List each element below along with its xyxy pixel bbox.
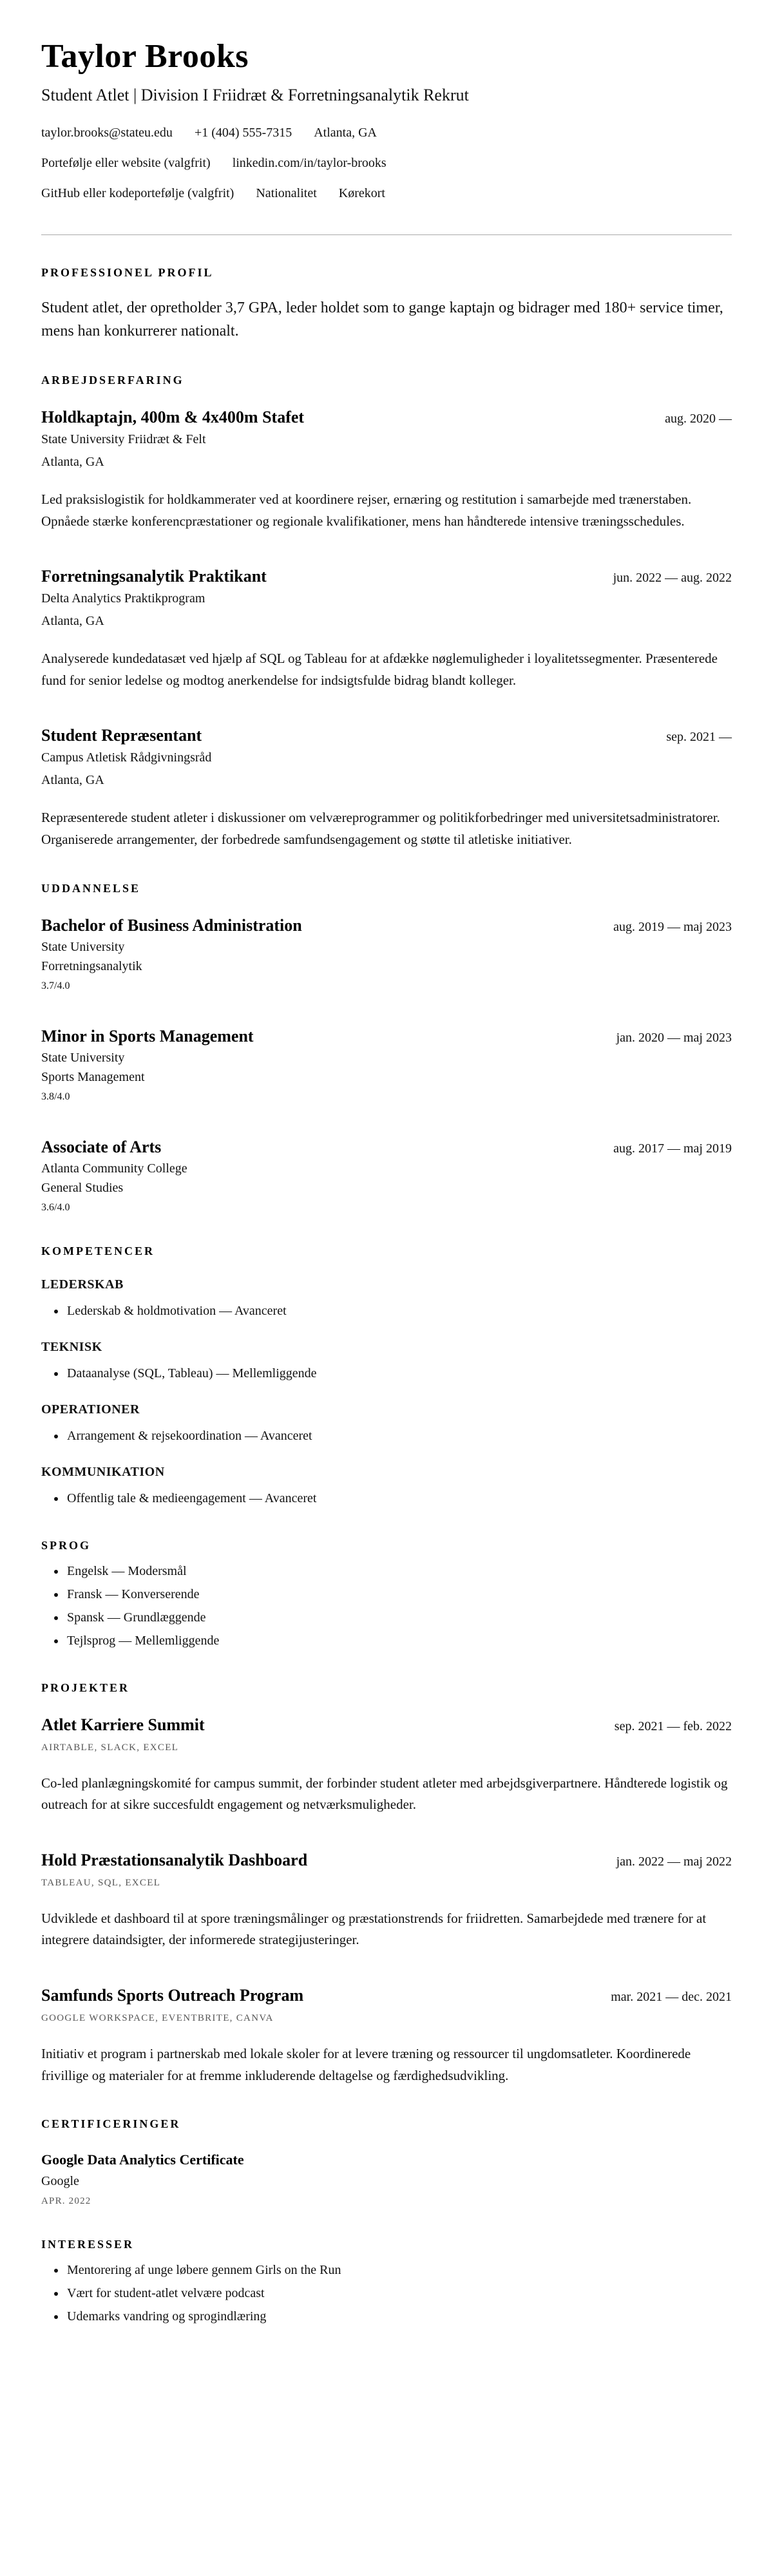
degree-title: Bachelor of Business Administration [41,915,302,935]
education-item [41,1138,732,1214]
project-title-row [41,1986,732,2005]
skill-item: • Offentlig tale & medieengagement — Avanceret [66,1489,732,1508]
skill-group [41,1340,732,1383]
certifications-section-heading: CERTIFICERINGER [41,2117,181,2131]
experience-item [41,408,732,532]
project-title: Atlet Karriere Summit [41,1715,205,1734]
contact-row-1 [41,126,732,140]
project-item [41,1715,732,1816]
job-description: Analyserede kundedatasæt ved hjælp af SQL og Tableau for at afdække nøglemuligheder i loyalitetssegmenter. Præsenterede fund for senior ledelse og modtog anerkendelse for indsigtsfulde bidrag blandt kolleger. [41,651,718,688]
drivers-license-label: Kørekort [338,186,385,200]
skill-list [41,1426,732,1445]
education-title-row [41,916,732,935]
candidate-name: Taylor Brooks [41,38,249,75]
profile-summary: Student atlet, der opretholder 3,7 GPA, leder holdet som to gange kaptajn og bidrager med 180+ service timer, mens han konkurrerer nationalt. [41,300,723,339]
certification-date: APR. 2022 [41,2196,91,2207]
field-of-study: General Studies [41,1180,124,1195]
gpa-value: 3.7/4.0 [41,980,70,991]
date-range: jun. 2022 — aug. 2022 [613,571,732,586]
skill-group [41,1465,732,1508]
date-range: jan. 2022 — maj 2022 [616,1854,732,1869]
field-of-study: Sports Management [41,1069,145,1084]
section-projects [41,1681,732,2087]
field-of-study: Forretningsanalytik [41,959,142,973]
organization: Delta Analytics Praktikprogram [41,591,205,606]
skill-group-name: KOMMUNIKATION [41,1464,165,1479]
degree-title: Minor in Sports Management [41,1026,254,1045]
organization: Campus Atletisk Rådgivningsråd [41,750,212,765]
organization: State University Friidræt & Felt [41,432,206,446]
job-description: Repræsenterede student atleter i diskussioner om velværeprogrammer og politikforbedringer med universitetsadministratorer. Organiserede arrangementer, der forbedrede samfundsengagement og støtte til atletiske initiativer. [41,810,720,847]
gpa-value: 3.6/4.0 [41,1201,70,1213]
job-location: Atlanta, GA [41,614,104,629]
date-range: aug. 2017 — maj 2019 [613,1141,732,1156]
education-item [41,1027,732,1103]
section-profile [41,266,732,343]
job-title: Holdkaptajn, 400m & 4x400m Stafet [41,408,305,426]
skill-group-name: LEDERSKAB [41,1277,124,1292]
resume-header [41,37,732,201]
skill-group [41,1277,732,1321]
education-title-row [41,1027,732,1046]
experience-section-heading: ARBEJDSERFARING [41,374,184,386]
job-title: Student Repræsentant [41,726,202,745]
experience-title-row [41,567,732,586]
header-divider [41,234,732,235]
project-item [41,1851,732,1951]
contact-row-3 [41,186,732,201]
skill-group [41,1402,732,1445]
project-description: Udviklede et dashboard til at spore træningsmålinger og præstationstrends for friidretten. Samarbejdede med trænere for at integrere dataindsigter, der informerede strategijusteringer. [41,1910,707,1948]
job-location: Atlanta, GA [41,455,104,469]
job-title: Forretningsanalytik Praktikant [41,567,267,586]
location-text: Atlanta, GA [314,126,377,140]
education-title-row [41,1138,732,1157]
project-title-row [41,1851,732,1870]
project-item [41,1986,732,2086]
date-range: aug. 2019 — maj 2023 [613,919,732,934]
github-placeholder-text: GitHub eller kodeportefølje (valgfrit) [41,186,234,200]
date-range: sep. 2021 — feb. 2022 [614,1719,732,1733]
experience-title-row [41,726,732,745]
section-certifications [41,2117,732,2207]
experience-title-row [41,408,732,427]
project-tech-stack: TABLEAU, SQL, EXCEL [41,1877,161,1888]
degree-title: Associate of Arts [41,1137,162,1156]
interest-item: • Mentorering af unge løbere gennem Girls on the Run [66,2260,732,2280]
project-title: Samfunds Sports Outreach Program [41,1985,304,2005]
skills-section-heading: KOMPETENCER [41,1244,155,1257]
skill-list [41,1301,732,1321]
language-item: • Fransk — Konverserende [66,1585,732,1604]
date-range: mar. 2021 — dec. 2021 [611,1989,732,2004]
project-description: Co-led planlægningskomité for campus summit, der forbinder student atleter med arbejdsgiverpartnere. Håndterede logistik og outreach for at sikre succesfuldt engagement og netværksmuligheder. [41,1775,728,1813]
date-range: aug. 2020 — [665,412,732,426]
skill-item: • Lederskab & holdmotivation — Avanceret [66,1301,732,1321]
languages-section-heading: SPROG [41,1538,91,1552]
date-range: jan. 2020 — maj 2023 [616,1030,732,1045]
school-name: Atlanta Community College [41,1161,187,1176]
interest-item: • Udemarks vandring og sprogindlæring [66,2307,732,2326]
headline: Student Atlet | Division I Friidræt & Forretningsanalytik Rekrut [41,86,469,104]
school-name: State University [41,1050,125,1065]
certification-item [41,2151,732,2207]
interest-item: • Vært for student-atlet velvære podcast [66,2284,732,2303]
interests-section-heading: INTERESSER [41,2238,135,2251]
language-item: • Tejlsprog — Mellemliggende [66,1631,732,1650]
project-tech-stack: AIRTABLE, SLACK, EXCEL [41,1742,179,1753]
experience-item [41,726,732,850]
nationality-label: Nationalitet [256,186,317,200]
language-list [41,1561,732,1650]
skill-group-name: OPERATIONER [41,1402,140,1417]
skill-list [41,1489,732,1508]
experience-item [41,567,732,691]
job-location: Atlanta, GA [41,773,104,788]
website-placeholder-text: Portefølje eller website (valgfrit) [41,156,211,170]
project-title: Hold Præstationsanalytik Dashboard [41,1850,308,1869]
contact-row-2 [41,156,732,171]
section-interests [41,2238,732,2326]
certification-issuer: Google [41,2174,79,2189]
skill-group-name: TEKNISK [41,1339,102,1354]
skill-item: • Arrangement & rejsekoordination — Avanceret [66,1426,732,1445]
job-description: Led praksislogistik for holdkammerater ved at koordinere rejser, ernæring og restitution i samarbejde med trænerstaben. Opnåede stærke konferencpræstationer og regionale kvalifikationer, mens han håndterede intensive træningsschedules. [41,491,692,529]
section-languages [41,1539,732,1650]
skill-item: • Dataanalyse (SQL, Tableau) — Mellemliggende [66,1364,732,1383]
language-item: • Spansk — Grundlæggende [66,1608,732,1627]
project-tech-stack: GOOGLE WORKSPACE, EVENTBRITE, CANVA [41,2012,274,2023]
linkedin-text: linkedin.com/in/taylor-brooks [232,156,386,170]
projects-section-heading: PROJEKTER [41,1681,130,1694]
skill-list [41,1364,732,1383]
email-text: taylor.brooks@stateu.edu [41,126,173,140]
gpa-value: 3.8/4.0 [41,1091,70,1102]
school-name: State University [41,939,125,954]
project-title-row [41,1715,732,1735]
certification-name: Google Data Analytics Certificate [41,2151,244,2168]
section-skills [41,1245,732,1508]
education-section-heading: UDDANNELSE [41,881,141,895]
interest-list [41,2260,732,2326]
section-experience [41,374,732,851]
section-education [41,882,732,1214]
date-range: sep. 2021 — [666,730,732,745]
education-item [41,916,732,992]
language-item: • Engelsk — Modersmål [66,1561,732,1581]
profile-section-heading: PROFESSIONEL PROFIL [41,266,214,279]
project-description: Initiativ et program i partnerskab med lokale skoler for at levere træning og ressourcer til ungdomsatleter. Koordinerede frivillige og materialer for at fremme inkluderende deltagelse og færdighedsudvikling. [41,2045,691,2083]
phone-text: +1 (404) 555-7315 [194,126,292,140]
